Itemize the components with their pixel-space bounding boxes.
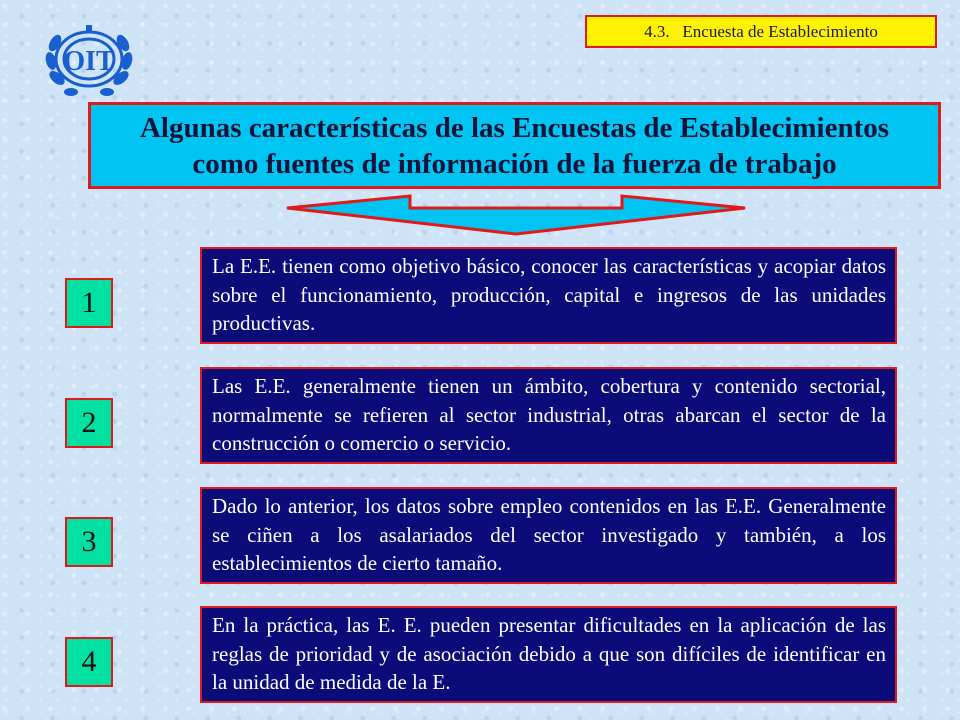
item-number-badge: 3 xyxy=(65,517,113,567)
item-number-badge: 1 xyxy=(65,278,113,328)
down-arrow-icon xyxy=(285,188,747,236)
title-line-1: Algunas características de las Encuestas de Establecimientos xyxy=(139,111,890,144)
title-box xyxy=(88,102,941,189)
item-text-box: Dado lo anterior, los datos sobre empleo contenidos en las E.E. Generalmente se ciñen a los asalariados del sector investigado y también, a los establecimientos de cierto tamaño. xyxy=(200,487,897,584)
item-number-badge: 4 xyxy=(65,637,113,687)
item-text-box: En la práctica, las E. E. pueden presentar dificultades en la aplicación de las reglas de prioridad y de asociación debido a que son difíciles de identificar en la unidad de medida de la E. xyxy=(200,606,897,703)
section-header-tag: 4.3. Encuesta de Establecimiento xyxy=(585,15,937,48)
item-number-badge: 2 xyxy=(65,398,113,448)
logo-text: OIT xyxy=(63,46,115,77)
oit-laurel-logo-icon xyxy=(40,17,138,101)
title-line-2: como fuentes de información de la fuerza de trabajo xyxy=(192,147,837,180)
item-text-box: Las E.E. generalmente tienen un ámbito, cobertura y contenido sectorial, normalmente se refieren al sector industrial, otras abarcan el sector de la construcción o comercio o servicio. xyxy=(200,367,897,464)
item-text-box: La E.E. tienen como objetivo básico, conocer las características y acopiar datos sobre el funcionamiento, producción, capital e ingresos de las unidades productivas. xyxy=(200,247,897,344)
